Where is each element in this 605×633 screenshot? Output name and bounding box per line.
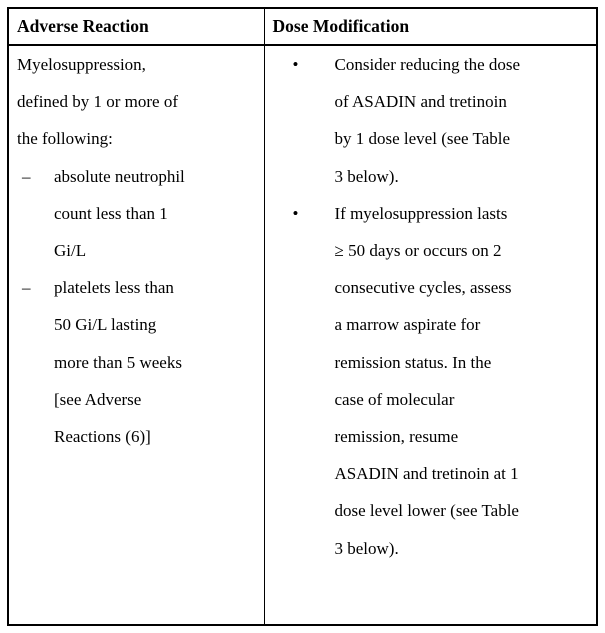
intro-line: Myelosuppression, (17, 55, 146, 74)
text-line: If myelosuppression lasts (334, 203, 508, 223)
text-line: remission, resume (334, 427, 459, 447)
list-item-text (335, 195, 597, 567)
dose-modification-content (265, 46, 597, 567)
intro-line: the following: (17, 129, 113, 149)
list-item (265, 195, 597, 567)
cell-dose-modification (264, 45, 597, 625)
table-header (8, 8, 597, 45)
dose-modification-table-container (7, 7, 596, 622)
text-line: ASADIN and tretinoin at 1 (334, 464, 519, 484)
text-line: of ASADIN and tretinoin (334, 92, 507, 112)
text-line: 3 below). (334, 538, 399, 558)
text-line: remission status. In the (334, 352, 492, 372)
intro-line: defined by 1 or more of (17, 92, 178, 112)
list-item (9, 269, 264, 455)
header-label-adverse-reaction: Adverse Reaction (17, 16, 149, 36)
text-line: 3 below). (334, 166, 399, 186)
table-header-row (8, 8, 597, 45)
table-body (8, 45, 597, 625)
list-item-text (335, 46, 597, 195)
list-item-text (54, 269, 264, 455)
text-line: Gi/L (54, 241, 87, 261)
text-line: Reactions (6)] (54, 427, 151, 447)
header-cell-dose-modification (264, 8, 597, 45)
text-line: consecutive cycles, assess (334, 278, 512, 298)
text-line: case of molecular (334, 389, 455, 409)
list-item (265, 46, 597, 195)
text-line: count less than 1 (54, 203, 168, 223)
text-line: Consider reducing the dose (334, 55, 521, 74)
dose-modification-table (7, 7, 598, 626)
list-item-text (54, 158, 264, 270)
text-line: more than 5 weeks (54, 352, 182, 372)
cell-adverse-reaction (8, 45, 264, 625)
text-line: by 1 dose level (see Table (334, 129, 511, 149)
adverse-reaction-content (9, 46, 264, 455)
list-item (9, 158, 264, 270)
text-line: platelets less than (54, 278, 174, 298)
header-label-dose-modification: Dose Modification (272, 16, 410, 36)
text-line: absolute neutrophil (54, 166, 185, 186)
text-line: ≥ 50 days or occurs on 2 (334, 241, 502, 261)
dash-bullet-icon: – (22, 166, 31, 186)
round-bullet-icon: • (292, 203, 299, 223)
text-line: dose level lower (see Table (334, 501, 519, 521)
table-row (8, 45, 597, 625)
text-line: [see Adverse (54, 389, 142, 409)
dash-bullet-icon: – (22, 278, 31, 298)
header-cell-adverse-reaction (8, 8, 264, 45)
text-line: a marrow aspirate for (334, 315, 481, 335)
text-line: 50 Gi/L lasting (54, 315, 157, 335)
round-bullet-icon: • (292, 55, 299, 74)
